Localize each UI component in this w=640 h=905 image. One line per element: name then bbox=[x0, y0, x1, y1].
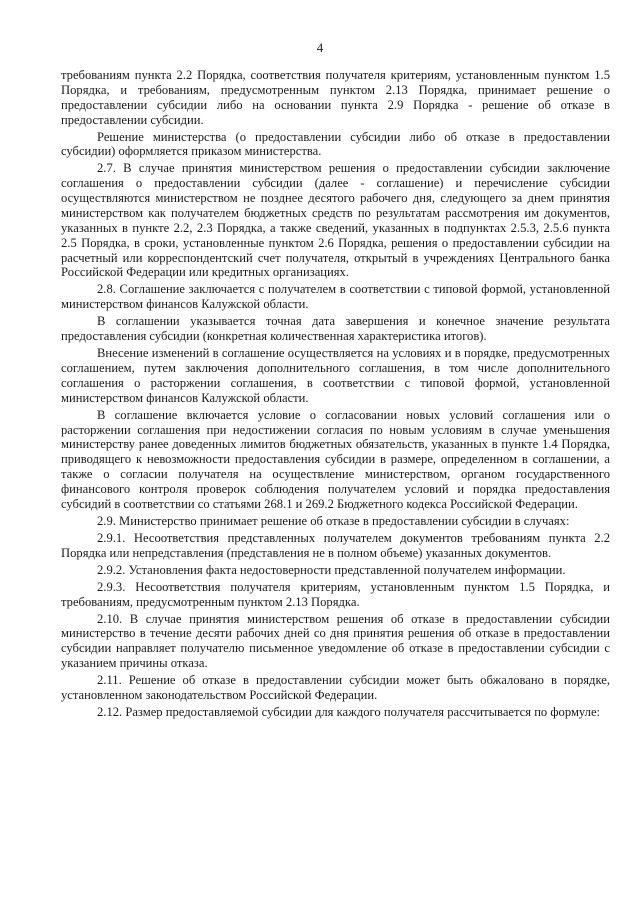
paragraph-2-9-3: 2.9.3. Несоответствия получателя критериям, установленным пунктом 1.5 Порядка, и требованиям, предусмотренным пунктом 2.13 Порядка. bbox=[61, 579, 610, 609]
paragraph-2-7: 2.7. В случае принятия министерством решения о предоставлении субсидии заключение соглашения о предоставлении субсидии (далее - соглашение) и перечисление субсидии осуществляются министерством не позднее десятого рабочего дня, следующего за днем принятия министерством как получателем бюджетных средств по результатам рассмотрения им документов, указанных в пункте 2.2, 2.3 Порядка, а также сведений, указанных в подпунктах 2.5.3, 2.5.6 пункта 2.5 Порядка, в сроки, установленные пунктом 2.6 Порядка, решения о предоставлении субсидии на расчетный или корреспондентский счет получателя, открытый в учреждениях Центрального банка Российской Федерации или кредитных организациях. bbox=[61, 161, 610, 280]
paragraph-2-9: 2.9. Министерство принимает решение об отказе в предоставлении субсидии в случаях: bbox=[97, 513, 570, 528]
paragraph-2-9-1: 2.9.1. Несоответствия представленных получателем документов требованиям пункта 2.2 Порядка или непредставления (представления не в полном объеме) указанных документов. bbox=[61, 530, 610, 560]
paragraph-2-11: 2.11. Решение об отказе в предоставлении субсидии может быть обжаловано в порядке, установленном законодательством Российской Федерации. bbox=[61, 673, 610, 702]
document-body bbox=[61, 68, 610, 722]
paragraph-agreement-conditions: В соглашение включается условие о согласовании новых условий соглашения или о расторжении соглашения при недостижении согласия по новым условиям в случае уменьшения министерству ранее доведенных лимитов бюджетных обязательств, указанных в пункте 1.4 Порядка, приводящего к невозможности предоставления субсидии в размере, определенном в соглашении, а также о согласии получателя на осуществление министерством, органом государственного финансового контроля проверок соблюдения получателем условий и порядка предоставления субсидий в соответствии со статьями 268.1 и 269.2 Бюджетного кодекса Российской Федерации. bbox=[61, 407, 610, 511]
paragraph-agreement-changes: Внесение изменений в соглашение осуществляется на условиях и в порядке, предусмотренных соглашением, путем заключения дополнительного соглашения, в том числе дополнительного соглашения о расторжении соглашения, в соответствии с типовой формой, установленной министерством финансов Калужской области. bbox=[61, 346, 610, 405]
paragraph-2-8: 2.8. Соглашение заключается с получателем в соответствии с типовой формой, установленной министерством финансов Калужской области. bbox=[61, 282, 610, 312]
paragraph-continuation: требованиям пункта 2.2 Порядка, соответствия получателя критериям, установленным пунктом 1.5 Порядка, и требованиям, предусмотренным пунктом 2.13 Порядка, принимает решение о предоставлении субсидии либо на основании пункта 2.9 Порядка - решение об отказе в предоставлении субсидии. bbox=[61, 68, 610, 127]
paragraph-2-9-2: 2.9.2. Установления факта недостоверности представленной получателем информации. bbox=[97, 562, 566, 577]
paragraph-2-12: 2.12. Размер предоставляемой субсидии для каждого получателя рассчитывается по формуле: bbox=[97, 705, 601, 720]
page-number: 4 bbox=[316, 40, 324, 55]
paragraph-decision: Решение министерства (о предоставлении субсидии либо об отказе в предоставлении субсидии) оформляется приказом министерства. bbox=[61, 129, 610, 159]
paragraph-agreement-date: В соглашении указывается точная дата завершения и конечное значение результата предоставления субсидии (конкретная количественная характеристика итогов). bbox=[61, 314, 610, 344]
paragraph-2-10: 2.10. В случае принятия министерством решения об отказе в предоставлении субсидии министерство в течение десяти рабочих дней со дня принятия решения об отказе в предоставлении субсидии направляет получателю письменное уведомление об отказе в предоставлении субсидии с указанием причины отказа. bbox=[61, 611, 610, 671]
